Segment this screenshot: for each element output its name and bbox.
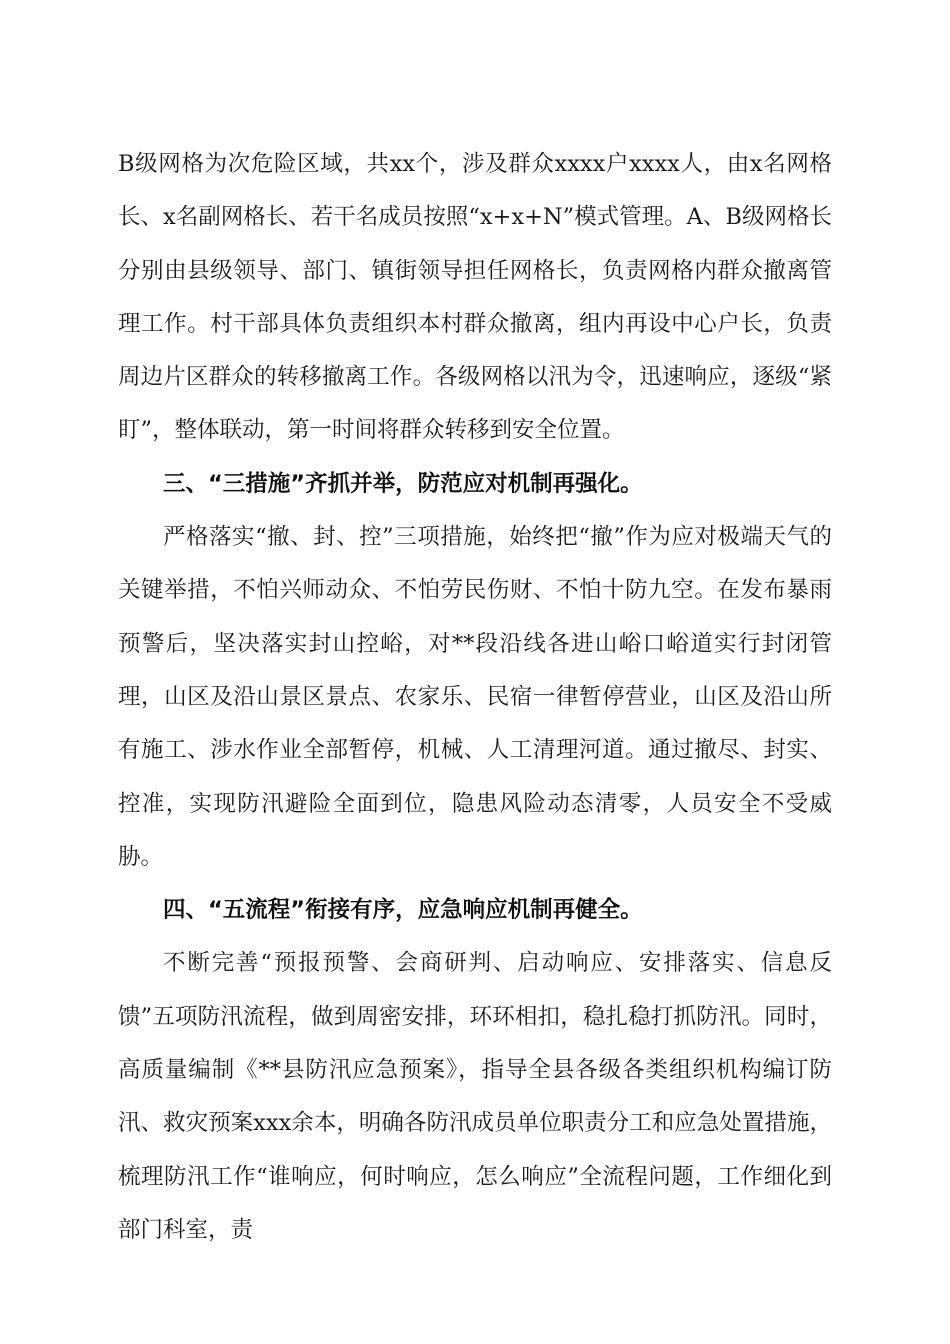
paragraph-five-processes: 不断完善“预报预警、会商研判、启动响应、安排落实、信息反馈”五项防汛流程，做到周密安排，环环相扣，稳扎稳打抓防汛。同时，高质量编制《**县防汛应急预案》，指导全县各级各类组织机构编订防汛、救灾预案xxx余本，明确各防汛成员单位职责分工和应急处置措施，梳理防汛工作“谁响应，何时响应，怎么响应”全流程问题，工作细化到部门科室，责 — [118, 950, 832, 1243]
section-heading-three-measures: 三、“三措施”齐抓并举，防范应对机制再强化。 — [163, 470, 643, 497]
section-heading-five-processes: 四、“五流程”衔接有序，应急响应机制再健全。 — [163, 897, 643, 924]
document-body — [118, 138, 832, 1257]
paragraph-grid-levels: B级网格为次危险区域，共xx个，涉及群众xxxx户xxxx人，由x名网格长、x名副网格长、若干名成员按照“x+x+N”模式管理。A、B级网格长分别由县级领导、部门、镇街领导担任网格长，负责网格内群众撤离管理工作。村干部具体负责组织本村群众撤离，组内再设中心户长，负责周边片区群众的转移撤离工作。各级网格以汛为令，迅速响应，逐级“紧盯”，整体联动，第一时间将群众转移到安全位置。 — [118, 151, 832, 444]
paragraph-three-measures: 严格落实“撤、封、控”三项措施，始终把“撤”作为应对极端天气的关键举措，不怕兴师动众、不怕劳民伤财、不怕十防九空。在发布暴雨预警后，坚决落实封山控峪，对**段沿线各进山峪口峪道实行封闭管理，山区及沿山景区景点、农家乐、民宿一律暂停营业，山区及沿山所有施工、涉水作业全部暂停，机械、人工清理河道。通过撤尽、封实、控准，实现防汛避险全面到位，隐患风险动态清零，人员安全不受威胁。 — [118, 524, 832, 870]
